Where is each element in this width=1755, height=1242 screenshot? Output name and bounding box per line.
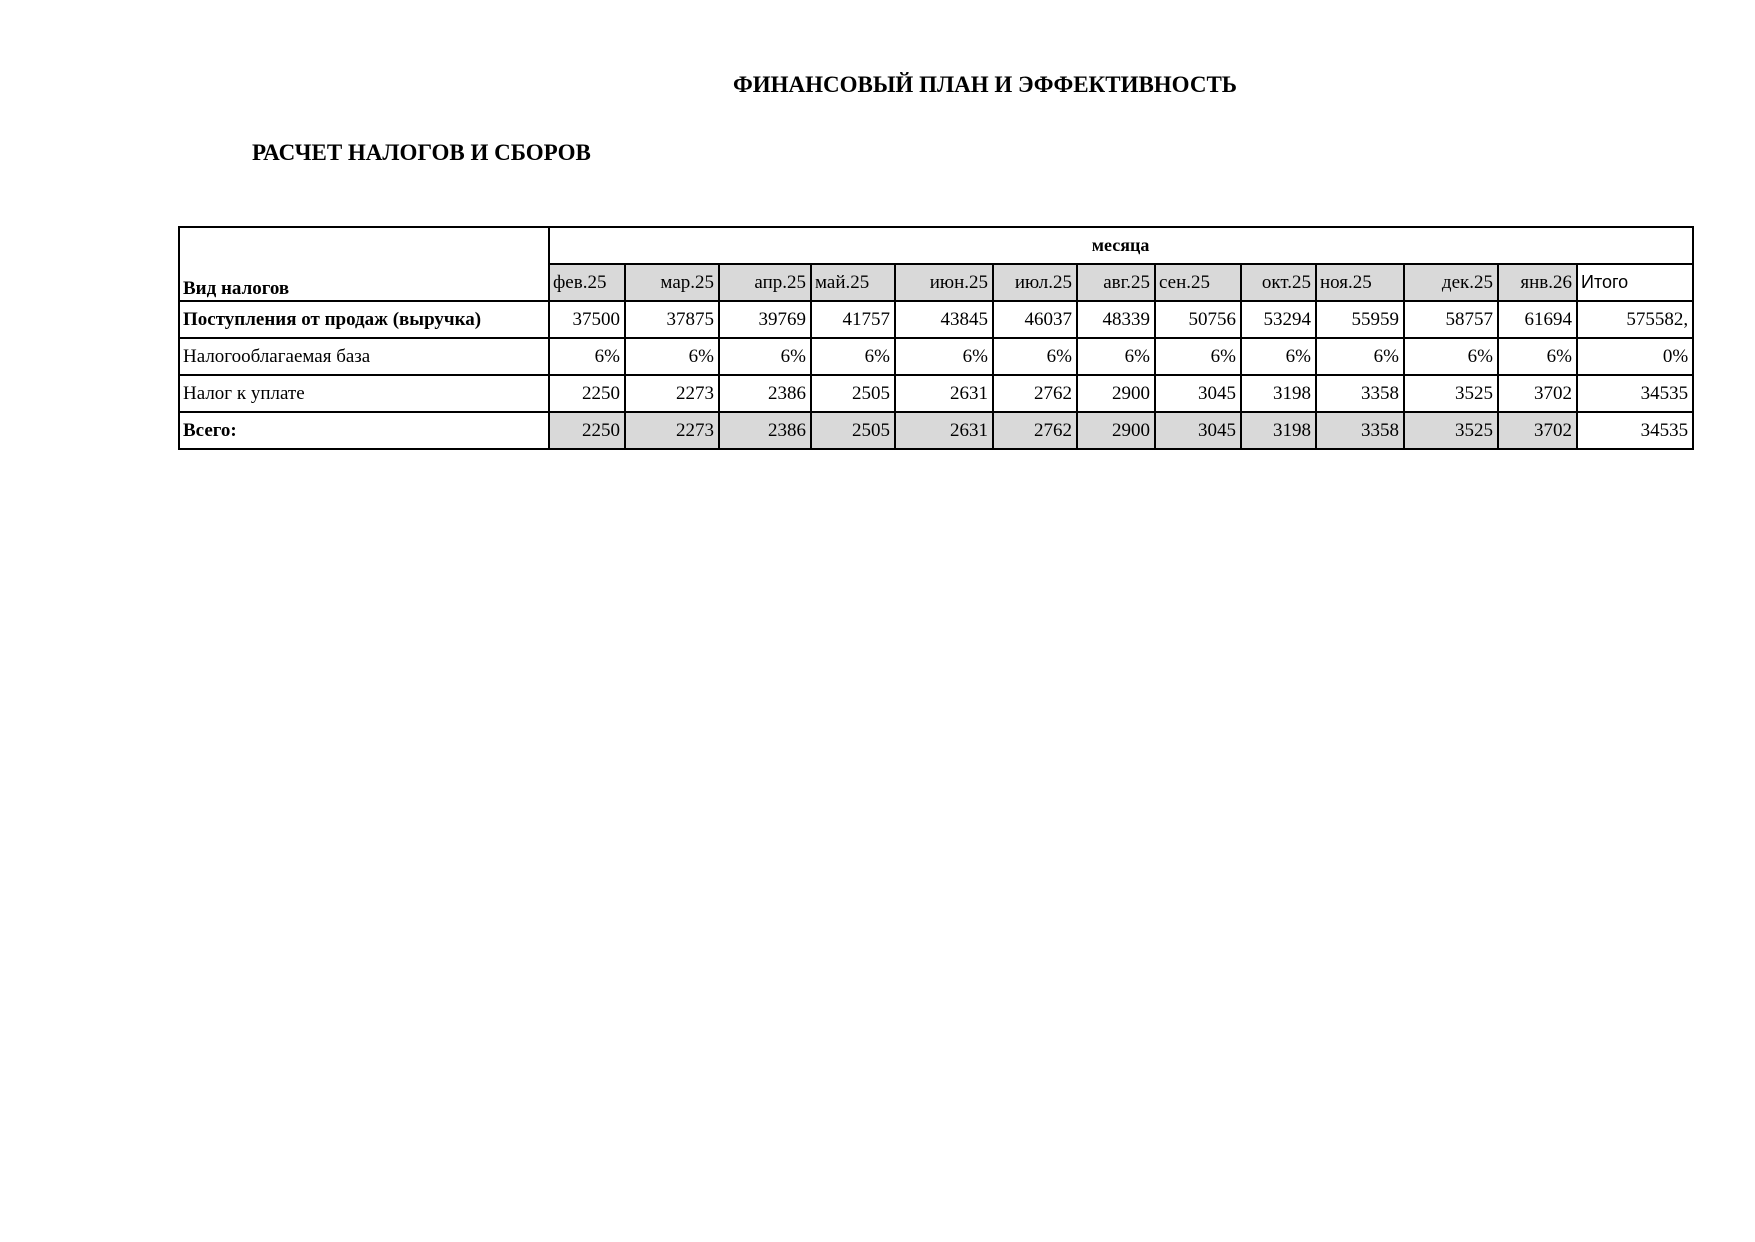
table-cell: 2250	[549, 375, 625, 412]
table-cell: 2386	[719, 375, 811, 412]
table-cell: 3525	[1404, 412, 1498, 449]
table-cell: 6%	[993, 338, 1077, 375]
table-cell: 3198	[1241, 412, 1316, 449]
month-header: июн.25	[895, 264, 993, 301]
row-total: 575582,	[1577, 301, 1693, 338]
table-cell: 6%	[1404, 338, 1498, 375]
section-title: РАСЧЕТ НАЛОГОВ И СБОРОВ	[252, 140, 591, 165]
tax-table	[178, 226, 1694, 450]
table-cell: 37875	[625, 301, 719, 338]
row-total: 0%	[1577, 338, 1693, 375]
table-cell: 50756	[1155, 301, 1241, 338]
table-cell: 3198	[1241, 375, 1316, 412]
month-header: июл.25	[993, 264, 1077, 301]
table-cell: 46037	[993, 301, 1077, 338]
table-cell: 58757	[1404, 301, 1498, 338]
table-cell: 3525	[1404, 375, 1498, 412]
table-row-total	[179, 412, 1693, 449]
table-cell: 2505	[811, 375, 895, 412]
table-cell: 2631	[895, 412, 993, 449]
table-cell: 6%	[895, 338, 993, 375]
table-cell: 3702	[1498, 412, 1577, 449]
table-row-revenue	[179, 301, 1693, 338]
table-cell: 2762	[993, 375, 1077, 412]
month-header: май.25	[811, 264, 895, 301]
row-label: Налог к уплате	[179, 375, 549, 412]
table-cell: 43845	[895, 301, 993, 338]
table-row-tax-due	[179, 375, 1693, 412]
table-cell: 2273	[625, 375, 719, 412]
total-header: Итого	[1577, 264, 1693, 301]
table-cell: 3358	[1316, 412, 1404, 449]
table-cell: 3045	[1155, 375, 1241, 412]
table-cell: 6%	[549, 338, 625, 375]
row-label: Налогооблагаемая база	[179, 338, 549, 375]
header-row-group	[179, 227, 1693, 264]
table-cell: 3358	[1316, 375, 1404, 412]
month-header: дек.25	[1404, 264, 1498, 301]
table-cell: 2273	[625, 412, 719, 449]
table-cell: 2900	[1077, 375, 1155, 412]
month-header: сен.25	[1155, 264, 1241, 301]
header-tax-type: Вид налогов	[179, 227, 549, 301]
table-cell: 6%	[1316, 338, 1404, 375]
row-total: 34535	[1577, 412, 1693, 449]
table-cell: 6%	[1241, 338, 1316, 375]
table-cell: 3702	[1498, 375, 1577, 412]
month-header: мар.25	[625, 264, 719, 301]
table-cell: 2900	[1077, 412, 1155, 449]
table-row-tax-base	[179, 338, 1693, 375]
table-cell: 6%	[811, 338, 895, 375]
table-cell: 48339	[1077, 301, 1155, 338]
document-title: ФИНАНСОВЫЙ ПЛАН И ЭФФЕКТИВНОСТЬ	[732, 72, 1238, 97]
header-months-group: месяца	[549, 227, 1693, 264]
month-header: окт.25	[1241, 264, 1316, 301]
table-cell: 2505	[811, 412, 895, 449]
row-label: Всего:	[179, 412, 549, 449]
table-cell: 2631	[895, 375, 993, 412]
table-cell: 6%	[1077, 338, 1155, 375]
table-cell: 53294	[1241, 301, 1316, 338]
table-cell: 6%	[625, 338, 719, 375]
table-cell: 2250	[549, 412, 625, 449]
table-cell: 39769	[719, 301, 811, 338]
table-cell: 2762	[993, 412, 1077, 449]
table-cell: 37500	[549, 301, 625, 338]
month-header: фев.25	[549, 264, 625, 301]
table-cell: 6%	[719, 338, 811, 375]
table-cell: 3045	[1155, 412, 1241, 449]
month-header: апр.25	[719, 264, 811, 301]
table-cell: 41757	[811, 301, 895, 338]
month-header: янв.26	[1498, 264, 1577, 301]
row-label: Поступления от продаж (выручка)	[179, 301, 549, 338]
table-cell: 6%	[1155, 338, 1241, 375]
row-total: 34535	[1577, 375, 1693, 412]
table-cell: 6%	[1498, 338, 1577, 375]
table-cell: 55959	[1316, 301, 1404, 338]
month-header: авг.25	[1077, 264, 1155, 301]
month-header: ноя.25	[1316, 264, 1404, 301]
table-cell: 61694	[1498, 301, 1577, 338]
table-cell: 2386	[719, 412, 811, 449]
